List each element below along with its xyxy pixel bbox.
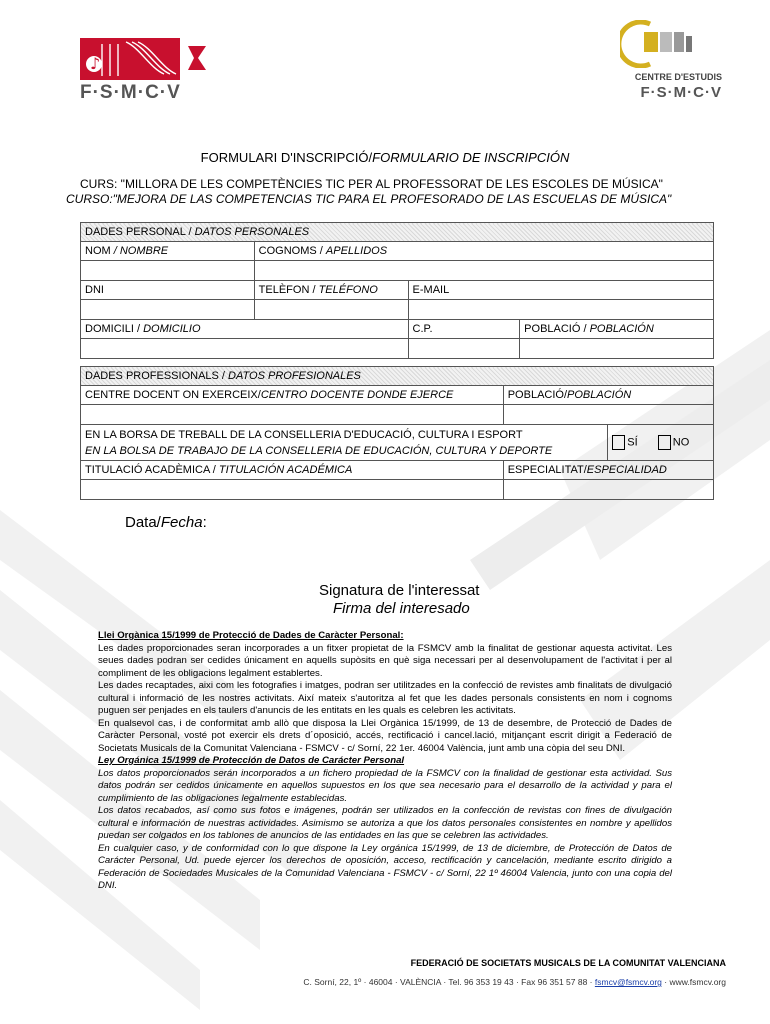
legal-paragraph: Les dades proporcionades seran incorporades a un fitxer propietat de la FSMCV amb la finalitat de gestionar aquesta activitat. Les seues dades podran ser cedides únicament en aquells supòsits en què siga necessari per al desenvolupament de l'activitat i per al compliment de les obligacions legalment establertes. [98,642,672,679]
email-field[interactable] [408,300,713,320]
form-title [0,150,770,165]
course-spanish [66,192,726,206]
nom-label: NOM / NOMBRE [81,242,255,261]
personal-data-table [80,222,714,359]
date-label: Data/Fecha: [125,514,207,531]
cognoms-label: COGNOMS / APELLIDOS [254,242,713,261]
course-valencian [80,177,720,191]
centre-destudis-logo [612,20,722,104]
especialitat-label: ESPECIALITAT/ESPECIALIDAD [503,461,713,480]
dni-field[interactable] [81,300,255,320]
legal-paragraph: Les dades recaptades, aixi com les fotografies i imatges, podran ser utilitzades en la confecció de revistes amb finalitats de divulgació cultural i informació de les nostres activitats. Així mateix s'autoritza al fet que les dades personals consistents en nom i cognoms puguen ser penjades en els taulers d'anuncis de les entitats en les quals es celebren les activitats. [98,680,672,716]
si-label: SÍ [627,436,638,449]
personal-header-es: DATOS PERSONALES [194,226,310,238]
legal-paragraph: En cualquier caso, y de conformidad con lo que dispone la Ley orgánica 15/1999, de 13 de diciembre, de Protección de Datos de Carácter Personal, Ud. puede ejercer los derechos de oposición, acceso, rectificación y cancelación, mediante escrito dirigido a Federación de Sociedades Musicales de la Comunidad Valenciana - FSMCV - c/ Sorní, 22 1º 46004 Valencia, junto con una copia del DNI. [98,842,672,891]
cp-field[interactable] [408,339,520,359]
nom-field[interactable] [81,261,255,281]
especialitat-field[interactable] [503,480,713,500]
personal-data-header [81,223,714,242]
centre-field[interactable] [81,405,504,425]
domicili-field[interactable] [81,339,409,359]
telefon-field[interactable] [254,300,408,320]
borsa-choice [608,425,714,461]
no-label: NO [672,436,690,449]
footer-address: C. Sorní, 22, 1º · 46004 · VALÈNCIA · Tel. 96 353 19 43 · Fax 96 351 57 88 · [303,977,595,987]
course-label-es: CURSO: [66,192,113,206]
centre-label: CENTRE DOCENT ON EXERCEIX/CENTRO DOCENTE DONDE EJERCE [81,386,504,405]
telefon-label: TELÈFON / TELÉFONO [254,281,408,300]
email-label: E-MAIL [408,281,713,300]
footer-org: FEDERACIÓ DE SOCIETATS MUSICALS DE LA COMUNITAT VALENCIANA [410,958,726,968]
legal-paragraph: Los datos recabados, así como sus fotos e imágenes, podrán ser utilizados en la confección de revistas con fines de divulgación cultural e información de nuestras actividades. Asimismo se autoriza a que los datos personales consistentes en nombre y apellidos puedan ser colgados en los tablones de anuncios de las entidades en las que se celebren las actividades. [98,805,672,841]
footer-web-link[interactable]: www.fsmcv.org [669,977,726,987]
legal-heading-es: Ley Orgánica 15/1999 de Protección de Datos de Carácter Personal [98,755,405,766]
titulacio-field[interactable] [81,480,504,500]
svg-text:♪: ♪ [90,54,101,73]
fsmcv-logo-mark [80,38,218,80]
centre-destudis-name: CENTRE D'ESTUDIS [634,72,722,82]
titulacio-label: TITULACIÓ ACADÈMICA / TITULACIÓN ACADÉMICA [81,461,504,480]
signature-label-val: Signatura de l'interessat [319,582,480,599]
cognoms-field[interactable] [254,261,713,281]
domicili-label: DOMICILI / DOMICILIO [81,320,409,339]
legal-heading-val: Llei Orgànica 15/1999 de Protecció de Dades de Caràcter Personal: [98,630,404,641]
poblacio-label: POBLACIÓ / POBLACIÓN [520,320,714,339]
legal-paragraph: En qualsevol cas, i de conformitat amb allò que disposa la Llei Orgànica 15/1999, de 13 de desembre, de Protecció de Dades de Caràcter Personal, vosté pot exercir els drets d´oposició, accés, rectificació i cancel.lació, mitjançant escrit dirigit a Federació de Societats Musicals de la Comunitat Valenciana - FSMCV - c/ Sorní, 22 1er. 46004 València, junt amb una còpia del seu DNI. [98,717,672,754]
legal-paragraph: Los datos proporcionados serán incorporados a un fichero propiedad de la FSMCV con la finalidad de gestionar esta actividad. Sus datos podrán ser cedidos únicamente en aquellos supuestos en los que sea necesario para el desarrollo de la actividad y para el cumplimiento de las obligaciones legalmente establecidas. [98,767,672,804]
footer-email-link[interactable]: fsmcv@fsmcv.org [594,977,662,987]
fsmcv-logo-text: F·S·M·C·V [80,82,181,103]
fsmcv-logo [80,38,220,102]
borsa-label: EN LA BORSA DE TREBALL DE LA CONSELLERIA D'EDUCACIÓ, CULTURA I ESPORT EN LA BOLSA DE TRABAJO DE LA CONSELLERIA DE EDUCACIÓN, CULTURA Y DEPORTE [81,425,608,461]
poblacio-prof-field[interactable] [503,405,713,425]
course-text-val: "MILLORA DE LES COMPETÈNCIES TIC PER AL PROFESSORAT DE LES ESCOLES DE MÚSICA" [117,177,663,191]
form-title-es: FORMULARIO DE INSCRIPCIÓN [372,150,570,165]
poblacio-prof-label: POBLACIÓ/POBLACIÓN [503,386,713,405]
signature-label-es: Firma del interesado [333,600,470,617]
professional-data-table [80,366,714,500]
personal-header-val: DADES PERSONAL / [85,226,195,238]
si-checkbox[interactable] [612,435,625,450]
centre-destudis-letters: F·S·M·C·V [640,84,722,101]
poblacio-field[interactable] [520,339,714,359]
course-text-es: "MEJORA DE LAS COMPETENCIAS TIC PARA EL PROFESORADO DE LAS ESCUELAS DE MÚSICA" [112,192,672,206]
professional-data-header: DADES PROFESSIONALS / DATOS PROFESIONALES [81,367,714,386]
legal-notice [98,630,672,893]
course-label-val: CURS: [80,177,118,191]
centre-destudis-mark [620,20,710,68]
form-title-val: FORMULARI D'INSCRIPCIÓ/ [200,150,373,165]
footer-contact: C. Sorní, 22, 1º · 46004 · VALÈNCIA · Tel. 96 353 19 43 · Fax 96 351 57 88 · fsmcv@fsmcv.org · www.fsmcv.org [303,977,726,987]
no-checkbox[interactable] [658,435,671,450]
dni-label: DNI [81,281,255,300]
cp-label: C.P. [408,320,520,339]
